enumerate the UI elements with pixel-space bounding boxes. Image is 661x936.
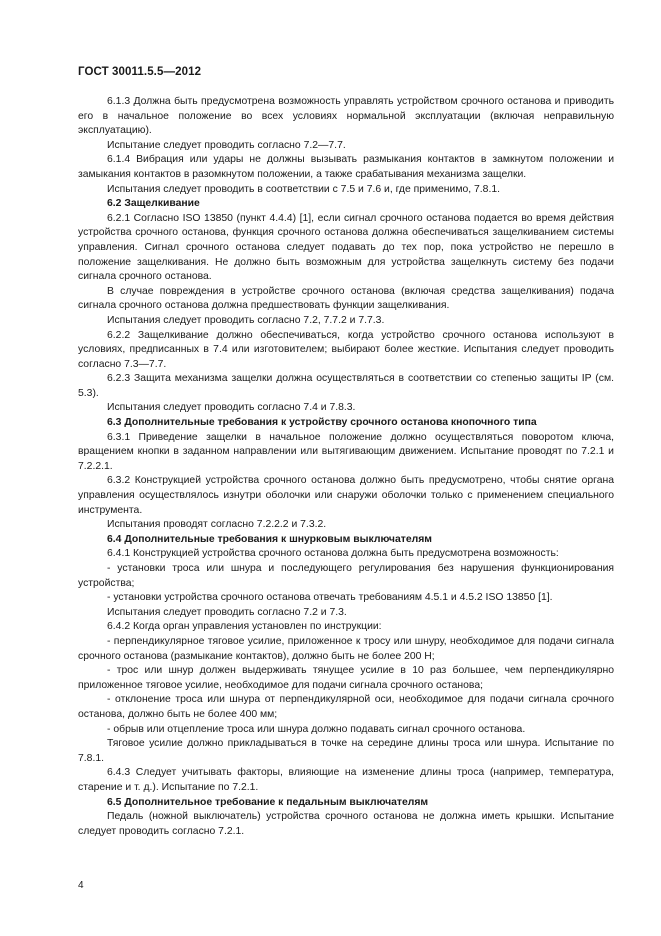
list-item: - обрыв или отцепление троса или шнура должно подавать сигнал срочного останова. bbox=[107, 723, 526, 735]
list-item: - трос или шнур должен выдерживать тянущее усилие в 10 раз большее, чем перпендикулярно приложенное тяговое усилие, необходимое для подачи сигнала срочного останова; bbox=[78, 665, 614, 691]
list-item: - установки устройства срочного останова отвечать требованиям 4.5.1 и 4.5.2 ISO 13850 [1]. bbox=[107, 592, 553, 604]
test-note: Испытание следует проводить согласно 7.2—7.7. bbox=[107, 139, 346, 151]
clause-6-4-1: 6.4.1 Конструкцией устройства срочного останова должна быть предусмотрена возможность: bbox=[107, 548, 559, 560]
paragraph: Тяговое усилие должно прикладываться в точке на середине длины троса или шнура. Испытание по 7.8.1. bbox=[78, 738, 614, 764]
test-note: Испытания следует проводить согласно 7.2 и 7.3. bbox=[107, 606, 347, 618]
clause-6-1-3: 6.1.3 Должна быть предусмотрена возможность управлять устройством срочного останова и приводить его в начальное положение во всех условиях нормальной эксплуатации (включая неправильную эксплуатацию). bbox=[78, 96, 614, 137]
list-item: - отклонение троса или шнура от перпендикулярной оси, необходимое для подачи сигнала срочного останова, должно быть не более 400 мм; bbox=[78, 694, 614, 720]
clause-6-4-2: 6.4.2 Когда орган управления установлен по инструкции: bbox=[107, 621, 382, 633]
test-note: Испытания следует проводить согласно 7.2, 7.7.2 и 7.7.3. bbox=[107, 314, 385, 326]
test-note: Испытания проводят согласно 7.2.2.2 и 7.3.2. bbox=[107, 519, 327, 531]
clause-6-2-3: 6.2.3 Защита механизма защелки должна осуществляться в соответствии со степенью защиты IP (см. 5.3). bbox=[78, 373, 614, 399]
clause-6-4-3: 6.4.3 Следует учитывать факторы, влияющие на изменение длины троса (например, температура, старение и т. д.). Испытание по 7.2.1. bbox=[78, 767, 614, 793]
section-heading-6-3: 6.3 Дополнительные требования к устройству срочного останова кнопочного типа bbox=[107, 417, 537, 429]
clause-6-1-4: 6.1.4 Вибрация или удары не должны вызывать размыкания контактов в замкнутом положении и замыкания контактов в разомкнутом положении, а также срабатывания механизма защелки. bbox=[78, 154, 614, 180]
test-note: Испытания следует проводить в соответствии с 7.5 и 7.6 и, где применимо, 7.8.1. bbox=[107, 183, 501, 195]
list-item: - перпендикулярное тяговое усилие, приложенное к тросу или шнуру, необходимое для подачи сигнала срочного останова (размыкание контактов), должно быть не более 200 Н; bbox=[78, 635, 614, 662]
document-body bbox=[78, 95, 614, 839]
document-header: ГОСТ 30011.5.5—2012 bbox=[78, 66, 202, 78]
clause-6-3-2: 6.3.2 Конструкцией устройства срочного останова должно быть предусмотрено, чтобы снятие органа управления осуществлялось изнутри оболочки или снаружи оболочки только с применением специального инструмента. bbox=[78, 475, 614, 516]
list-item: - установки троса или шнура и последующего регулирования без нарушения функционирования устройства; bbox=[78, 563, 614, 589]
section-heading-6-4: 6.4 Дополнительные требования к шнурковым выключателям bbox=[107, 533, 432, 545]
section-heading-6-2: 6.2 Защелкивание bbox=[107, 198, 200, 210]
test-note: Испытания следует проводить согласно 7.4 и 7.8.3. bbox=[107, 402, 356, 414]
clause-6-2-1: 6.2.1 Согласно ISO 13850 (пункт 4.4.4) [1], если сигнал срочного останова подается во время действия устройства срочного останова, функция срочного останова должна обеспечиваться защелкиванием системы управления. Сигнал срочного останова следует подавать до тех пор, пока устройство не перешло в положение защелкивания. Не должно быть возможным для устройства защелкнуть систему без подачи сигнала срочного останова. bbox=[78, 212, 614, 283]
clause-6-2-2: 6.2.2 Защелкивание должно обеспечиваться, когда устройство срочного останова используют в условиях, предписанных в 7.4 или изготовителем; выбирают более жесткие. Испытания следует проводить согласно 7.3—7.7. bbox=[78, 329, 614, 370]
clause-6-3-1: 6.3.1 Приведение защелки в начальное положение должно осуществляться поворотом ключа, вращением кнопки в заданном направлении или вытягивающим движением. Испытание проводят по 7.2.1 и 7.2.2.1. bbox=[78, 431, 614, 472]
paragraph: Педаль (ножной выключатель) устройства срочного останова не должна иметь крышки. Испытание следует проводить согласно 7.2.1. bbox=[78, 811, 614, 837]
page-number: 4 bbox=[78, 880, 84, 891]
section-heading-6-5: 6.5 Дополнительное требование к педальным выключателям bbox=[107, 796, 429, 808]
paragraph: В случае повреждения в устройстве срочного останова (включая средства защелкивания) подача сигнала срочного останова должна предшествовать функции защелкивания. bbox=[78, 285, 614, 312]
